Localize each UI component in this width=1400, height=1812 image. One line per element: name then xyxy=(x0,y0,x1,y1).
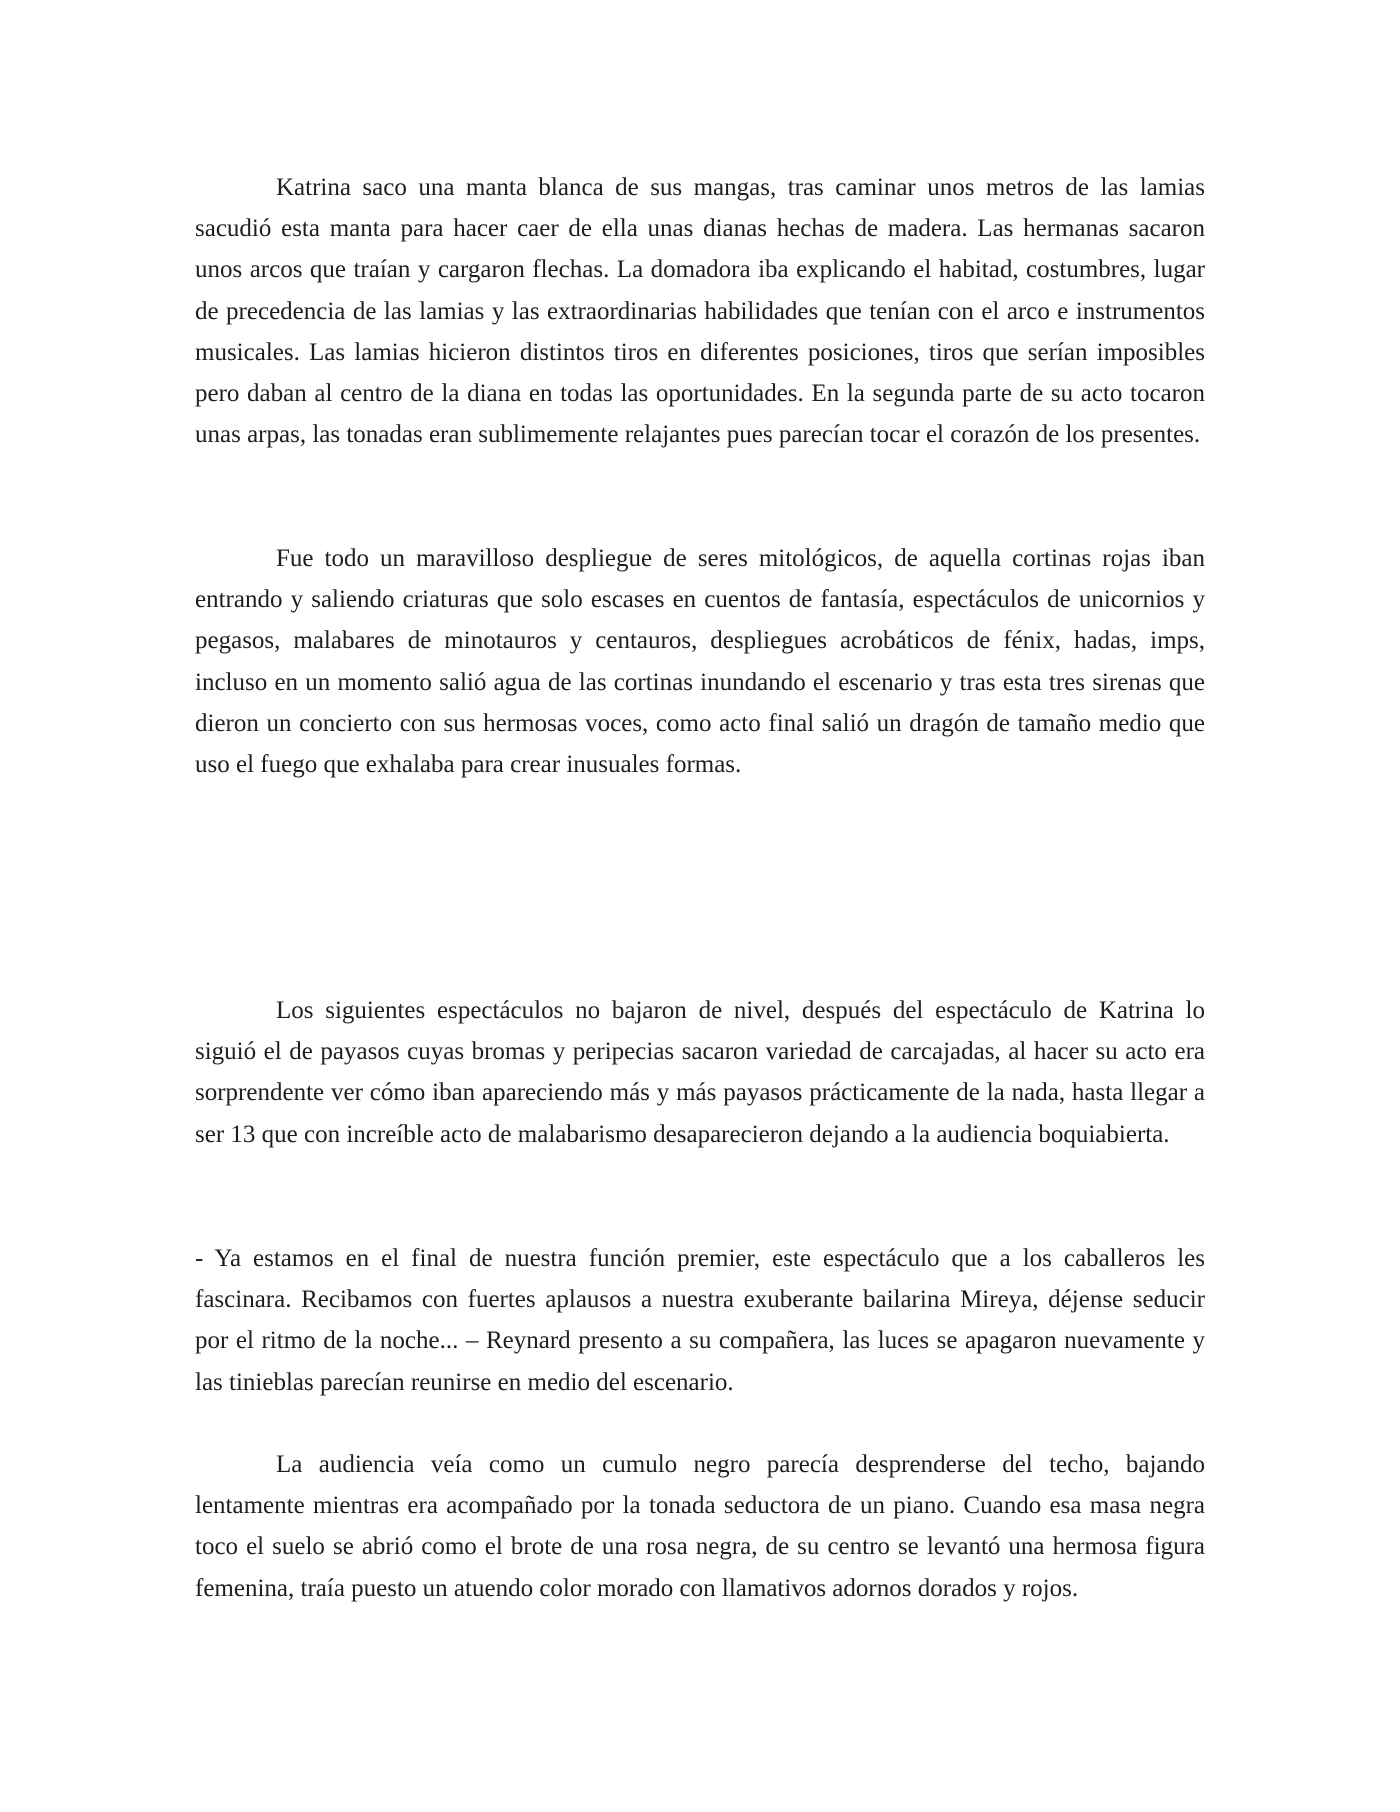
paragraph-mythological-creatures: Fue todo un maravilloso despliegue de seres mitológicos, de aquella cortinas rojas iban entrando y saliendo criaturas que solo escases en cuentos de fantasía, espectáculos de unicornios y pegasos, malabares de minotauros y centauros, despliegues acrobáticos de fénix, hadas, imps, incluso en un momento salió agua de las cortinas inundando el escenario y tras esta tres sirenas que dieron un concierto con sus hermosas voces, como acto final salió un dragón de tamaño medio que uso el fuego que exhalaba para crear inusuales formas. xyxy=(195,545,1205,779)
paragraph-reynard-dialogue: - Ya estamos en el final de nuestra función premier, este espectáculo que a los caballeros les fascinara. Recibamos con fuertes aplausos a nuestra exuberante bailarina Mireya, déjense seducir por el ritmo de la noche... – Reynard presento a su compañera, las luces se apagaron nuevamente y las tinieblas parecían reunirse en medio del escenario. xyxy=(195,1245,1205,1396)
paragraph-lamias-act: Katrina saco una manta blanca de sus mangas, tras caminar unos metros de las lamias sacudió esta manta para hacer caer de ella unas dianas hechas de madera. Las hermanas sacaron unos arcos que traían y cargaron flechas. La domadora iba explicando el habitad, costumbres, lugar de precedencia de las lamias y las extraordinarias habilidades que tenían con el arco e instrumentos musicales. Las lamias hicieron distintos tiros en diferentes posiciones, tiros que serían imposibles pero daban al centro de la diana en todas las oportunidades. En la segunda parte de su acto tocaron unas arpas, las tonadas eran sublimemente relajantes pues parecían tocar el corazón de los presentes. xyxy=(195,174,1205,449)
paragraph-clowns-act: Los siguientes espectáculos no bajaron de nivel, después del espectáculo de Katrina lo siguió el de payasos cuyas bromas y peripecias sacaron variedad de carcajadas, al hacer su acto era sorprendente ver cómo iban apareciendo más y más payasos prácticamente de la nada, hasta llegar a ser 13 que con increíble acto de malabarismo desaparecieron dejando a la audiencia boquiabierta. xyxy=(195,997,1205,1148)
paragraph-mireya-entrance: La audiencia veía como un cumulo negro parecía desprenderse del techo, bajando lentamente mientras era acompañado por la tonada seductora de un piano. Cuando esa masa negra toco el suelo se abrió como el brote de una rosa negra, de su centro se levantó una hermosa figura femenina, traía puesto un atuendo color morado con llamativos adornos dorados y rojos. xyxy=(195,1451,1205,1602)
